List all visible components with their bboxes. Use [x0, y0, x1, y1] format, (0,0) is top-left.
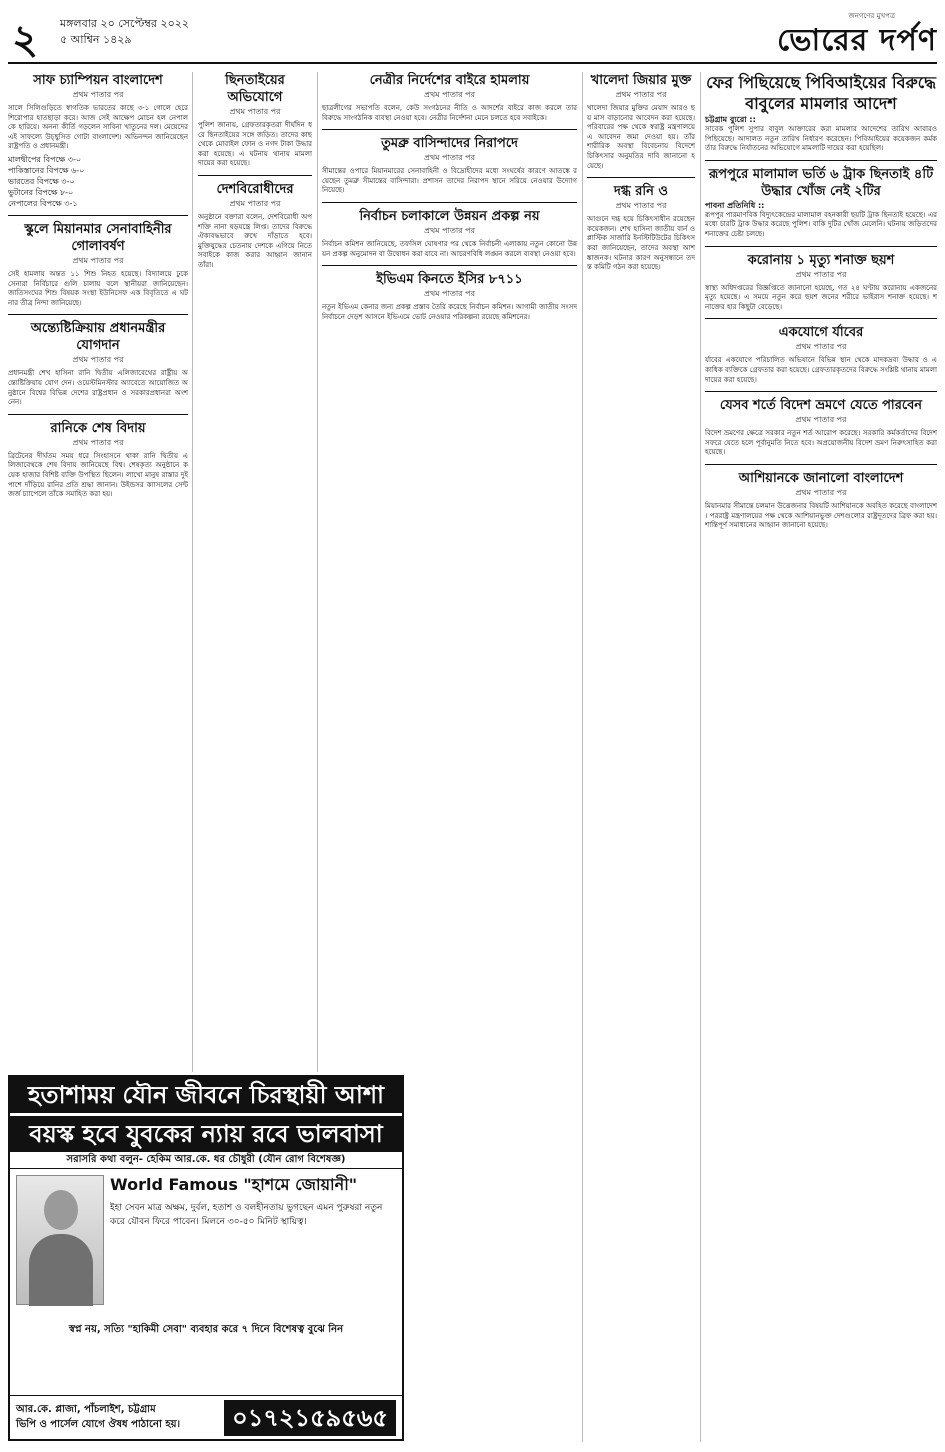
continued-label: প্রথম পাতার পর — [424, 289, 475, 299]
ad-body — [10, 1169, 402, 1319]
newspaper-logo: ভোরের দর্পণ — [777, 23, 937, 58]
date-gregorian: মঙ্গলবার ২০ সেপ্টেম্বর ২০২২ — [60, 17, 190, 30]
headline: নির্বাচন চলাকালে উন্নয়ন প্রকল্প নয় — [359, 208, 540, 224]
headline: আশিয়ানকে জানালো বাংলাদেশ — [738, 470, 904, 486]
continued-label: প্রথম পাতার পর — [795, 415, 847, 425]
column-divider — [582, 72, 583, 1442]
headline: যেসব শর্তে বিদেশ ভ্রমণে যেতে পারবেন — [719, 398, 923, 414]
column-4 — [587, 72, 695, 1442]
result-item: মালদ্বীপের বিপক্ষে ৩-০ — [8, 154, 82, 164]
column-1 — [8, 72, 188, 1072]
headline: একযোগে র্যাবের — [778, 325, 864, 341]
headline: দেশবিরোধীদের — [216, 181, 294, 197]
article-body: প্রধানমন্ত্রী শেখ হাসিনা রানি দ্বিতীয় এলিজাবেথের রাষ্ট্রীয় অন্ত্যেষ্টিক্রিয়ায় যোগ দেন। ওয়েস্টমিনস্টার অ্যাবেতে আয়োজিত অনুষ্ঠানে বিশ্বের বিভিন্ন দেশের রাষ্ট্রপ্রধান ও সরকারপ্রধানরা অংশ নেন। — [8, 369, 188, 407]
headline: ইভিএম কিনতে ইসির ৮৭১১ — [376, 272, 523, 288]
ad-courier: ভিপি ও পার্সেল যোগে ঔষধ পাঠানো হয়। — [16, 1419, 181, 1430]
article-body: সালে সিলিগুড়িতে স্বাগতিক ভারতের কাছে ৩-১ গোলে হেরে শিরোপার হাতছাড়া করে। আজ সেই আক্ষেপ মোচন হল নেপালকে হারিয়ে। অনন্য কীর্তি গড়লেন সাবিনা খাতুনের দল। মেয়েদের এই সাফল্যে উচ্ছ্বসিত গোটা বাংলাদেশ। অভিনন্দন জানিয়েছেন রাষ্ট্রপতি ও প্রধানমন্ত্রী। — [8, 104, 188, 151]
headline: ছিনতাইয়ের অভিযোগে — [225, 73, 285, 105]
date-block — [60, 16, 189, 48]
continued-label: প্রথম পাতার পর — [229, 198, 281, 208]
headline: রূপপুরে মালামাল ভর্তি ৬ ট্রাক ছিনতাই ৪টি উদ্ধার খোঁজ নেই ২টির — [708, 166, 934, 199]
continued-label: প্রথম পাতার পর — [795, 342, 847, 352]
masthead — [8, 6, 937, 64]
column-divider — [700, 72, 701, 1442]
headline: করোনায় ১ মৃত্যু শনাক্ত ছয়শ — [747, 252, 895, 268]
article-body: সাবেক পুলিশ সুপার বাবুল আক্তারের করা মামলার আদেশের তারিখ আবারও পিছিয়েছে। আদালত নতুন তারিখ নির্ধারণ করেছেন। পিবিআইয়ের কয়েকজন কর্মকর্তার বিরুদ্ধে নির্যাতনের অভিযোগে মামলাটি দায়ের করা হয়েছিল। — [705, 125, 937, 153]
continued-label: প্রথম পাতার পর — [72, 255, 124, 265]
headline: সাফ চ্যাম্পিয়ন বাংলাদেশ — [33, 73, 163, 88]
article-body: নতুন ইভিএম কেনার জন্য প্রকল্প প্রস্তাব তৈরি করেছে নির্বাচন কমিশন। আগামী জাতীয় সংসদ নির্বাচনে দেড়শ আসনে ইভিএমে ভোট নেওয়ার পরিকল্পনা রয়েছে কমিশনের। — [322, 303, 577, 321]
result-item: ভুটানের বিপক্ষে ৮-০ — [8, 187, 74, 197]
ad-promo: স্বপ্ন নয়, সত্যি "হাকিমী সেবা" ব্যবহার করে ৭ দিনে বিশেষত্ব বুঝে নিন — [68, 1324, 344, 1335]
headline: নেত্রীর নির্দেশের বাইরে হামলায় — [369, 73, 530, 88]
continued-label: প্রথম পাতার পর — [229, 107, 281, 116]
headline: তুমব্রু বাসিন্দাদের নিরাপদে — [381, 136, 518, 152]
brand-tagline: জনগণের মুখপত্র — [848, 12, 895, 20]
article-body: আগুনে দগ্ধ হয়ে চিকিৎসাধীন রয়েছেন কয়েকজন। শেখ হাসিনা জাতীয় বার্ন ও প্লাস্টিক সার্জারি ইনস্টিটিউটের চিকিৎসকরা জানিয়েছেন, তাদের অবস্থা আশঙ্কাজনক। ঘটনার কারণ অনুসন্ধানে তদন্ত কমিটি গঠন করা হয়েছে। — [587, 215, 695, 272]
ad-product-name: World Famous "হাশমে জোয়ানী" — [110, 1175, 358, 1194]
section-rule — [705, 160, 937, 161]
section-rule — [198, 175, 312, 176]
section-rule — [587, 177, 695, 178]
section-rule — [322, 129, 577, 130]
continued-label: প্রথম পাতার পর — [424, 225, 475, 235]
continued-label: প্রথম পাতার পর — [72, 90, 124, 99]
section-rule — [8, 314, 188, 315]
article-body: সেই হামলায় অন্তত ১১ শিশু নিহত হয়েছে। বিদ্যালয়ে ঢুকে সেনারা নির্বিচারে গুলি চালায় বলে স্থানীয়রা জানিয়েছেন। জাতিসংঘের শিশু বিষয়ক সংস্থা ইউনিসেফ এক বিবৃতিতে এ ঘটনার তীব্র নিন্দা জানিয়েছে। — [8, 269, 188, 307]
ad-contact-line: সরাসরি কথা বলুন- হেকিম আর.কে. ধর চৌধুরী (যৌন রোগ বিশেষজ্ঞ) — [10, 1152, 402, 1169]
article-body: অনুষ্ঠানে বক্তারা বলেন, দেশবিরোধী অপশক্তি নানা ষড়যন্ত্রে লিপ্ত। তাদের বিরুদ্ধে ঐক্যবদ্ধভাবে রুখে দাঁড়াতে হবে। মুক্তিযুদ্ধের চেতনায় দেশকে এগিয়ে নিতে সবাইকে কাজ করার আহ্বান জানান তাঁরা। — [198, 212, 312, 269]
article-body: নির্বাচন কমিশন জানিয়েছে, তফসিল ঘোষণার পর থেকে নির্বাচনী এলাকায় নতুন কোনো উন্নয়ন প্রকল্প অনুমোদন বা উদ্বোধন করা যাবে না। আচরণবিধি লঙ্ঘন করলে ব্যবস্থা নেওয়া হবে। — [322, 239, 577, 258]
ad-description: ইহা সেবন মাত্র অক্ষম, দুর্বল, হতাশ ও বলহীনতায় ভুগছেন এমন পুরুষরা নতুন করে যৌবন ফিরে পাবেন। মিলনে ৩০-৫০ মিনিট স্থায়িত্ব। — [110, 1203, 383, 1227]
result-item: ভারতের বিপক্ষে ৩-০ — [8, 176, 75, 186]
continued-label: প্রথম পাতার পর — [424, 153, 475, 163]
ad-phone-number[interactable]: ০১৭২১৫৯৫৬৫ — [224, 1400, 396, 1436]
section-rule — [705, 318, 937, 319]
column-2 — [198, 72, 312, 1072]
article-body: মিয়ানমার সীমান্তে চলমান উত্তেজনার বিষয়টি আশিয়ানকে অবহিত করেছে বাংলাদেশ। পররাষ্ট্র মন্ত্রণালয়ের পক্ষ থেকে আশিয়ানভুক্ত দেশগুলোর রাষ্ট্রদূতদের ব্রিফ করা হয়। শান্তিপূর্ণ সমাধানের আহ্বান জানানো হয়েছে। — [705, 501, 937, 530]
result-item: নেপালের বিপক্ষে ৩-১ — [8, 198, 78, 208]
article-body: রূপপুর পারমাণবিক বিদ্যুৎকেন্দ্রের মালামাল বহনকারী ছয়টি ট্রাক ছিনতাই হয়েছে। এর মধ্যে চারটি ট্রাক উদ্ধার করেছে পুলিশ। বাকি দুটির খোঁজ মেলেনি। ঘটনায় জড়িতদের শনাক্তের চেষ্টা চলছে। — [705, 210, 937, 238]
headline: খালেদা জিয়ার মুক্ত — [590, 73, 692, 88]
ad-footer — [10, 1395, 402, 1439]
headline: অন্ত্যেষ্টিক্রিয়ায় প্রধানমন্ত্রীর যোগদান — [30, 321, 166, 354]
lead-headline: ফের পিছিয়েছে পিবিআইয়ের বিরুদ্ধে বাবুলের মামলার আদেশ — [706, 73, 936, 113]
doctor-photo — [16, 1175, 104, 1305]
ad-headline-1: হতাশাময় যৌন জীবনে চিরস্থায়ী আশা — [10, 1077, 402, 1113]
article-body: পুলিশ জানায়, গ্রেফতারকৃতরা দীর্ঘদিন ধরে ছিনতাইয়ের সঙ্গে জড়িত। তাদের কাছ থেকে মোবাইল ফোন ও নগদ টাকা উদ্ধার করা হয়েছে। এ ঘটনায় থানায় মামলা দায়ের করা হয়েছে। — [198, 121, 312, 168]
article-body: ছাত্রলীগের সভাপতি বলেন, কেউ সংগঠনের নীতি ও আদর্শের বাইরে কাজ করলে তার বিরুদ্ধে সাংগঠনিক ব্যবস্থা নেওয়া হবে। নেত্রীর নির্দেশনা মেনে চলতে হবে সবাইকে। — [322, 104, 577, 122]
article-body: ব্রিটেনের দীর্ঘতম সময় ধরে সিংহাসনে থাকা রানি দ্বিতীয় এলিজাবেথকে শেষ বিদায় জানিয়েছে বিশ্ব। শেষকৃত্য অনুষ্ঠানে কয়েক হাজার বিশিষ্ট ব্যক্তি উপস্থিত ছিলেন। লাখো মানুষ রাস্তার দুই পাশে দাঁড়িয়ে রানির প্রতি শ্রদ্ধা জানান। উইন্ডসর ক্যাসলের সেন্ট জর্জ চ্যাপেলে তাঁকে সমাহিত করা হয়। — [8, 451, 188, 499]
result-item: পাকিস্তানের বিপক্ষে ৬-০ — [8, 165, 85, 175]
article-body: সীমান্তের ওপারে মিয়ানমারের সেনাবাহিনী ও বিদ্রোহীদের মধ্যে সংঘর্ষের কারণে আতঙ্কে রয়েছেন তুমব্রু সীমান্তের বাসিন্দারা। প্রশাসন তাদের নিরাপদ স্থানে সরিয়ে নেওয়ার উদ্যোগ নিয়েছে। — [322, 167, 577, 195]
section-rule — [322, 202, 577, 203]
column-divider — [192, 72, 193, 1072]
column-divider — [317, 72, 318, 1072]
headline: স্কুলে মিয়ানমার সেনাবাহিনীর গোলাবর্ষণ — [24, 221, 172, 254]
ad-address: আর.কে. প্লাজা, পাঁচলাইশ, চট্টগ্রাম — [16, 1404, 156, 1415]
headline: দগ্ধ রনি ও — [614, 184, 668, 200]
continued-label: প্রথম পাতার পর — [72, 437, 124, 447]
continued-label: প্রথম পাতার পর — [795, 487, 847, 497]
continued-label: প্রথম পাতার পর — [72, 355, 124, 365]
section-rule — [705, 391, 937, 392]
advertisement[interactable] — [8, 1075, 404, 1441]
column-5 — [705, 72, 937, 1442]
section-rule — [8, 414, 188, 415]
page-number: ২ — [12, 16, 39, 63]
section-rule — [322, 265, 577, 266]
headline: রানিকে শেষ বিদায় — [50, 420, 146, 436]
dateline: চট্টগ্রাম ব্যুরো :: — [705, 115, 756, 124]
article-body: স্বাস্থ্য অধিদপ্তরের বিজ্ঞপ্তিতে জানানো হয়েছে, গত ২৪ ঘণ্টায় করোনায় একজনের মৃত্যু হয়েছে। এ সময়ে নতুন করে ছয়শ জনের শরীরে ভাইরাস শনাক্ত হয়েছে। শনাক্তের হার কিছুটা বেড়েছে। — [705, 283, 937, 311]
section-rule — [8, 215, 188, 216]
section-rule — [705, 464, 937, 465]
article-body: খালেদা জিয়ার মুক্তির মেয়াদ আরও ছয় মাস বাড়ানোর আবেদন করা হয়েছে। পরিবারের পক্ষ থেকে স্বরাষ্ট্র মন্ত্রণালয়ে এ আবেদন জমা দেওয়া হয়। তাঁর শারীরিক অবস্থা বিবেচনায় বিদেশে চিকিৎসার অনুমতির দাবি জানানো হয়েছে। — [587, 104, 695, 170]
article-body: বিদেশ ভ্রমণের ক্ষেত্রে সরকার নতুন শর্ত আরোপ করেছে। সরকারি কর্মকর্তাদের বিদেশ সফরে যেতে হলে পূর্বানুমতি নিতে হবে। অপ্রয়োজনীয় বিদেশ ভ্রমণ নিরুৎসাহিত করা হয়েছে। — [705, 429, 937, 457]
continued-label: প্রথম পাতার পর — [795, 269, 847, 279]
continued-label: প্রথম পাতার পর — [615, 201, 667, 211]
match-results — [8, 154, 188, 209]
dateline: পাবনা প্রতিনিধি :: — [705, 200, 765, 210]
ad-address-block — [16, 1402, 180, 1432]
continued-label: প্রথম পাতার পর — [615, 90, 667, 99]
article-body: র্যাবের একযোগে পরিচালিত অভিযানে বিভিন্ন স্থান থেকে মাদকদ্রব্য উদ্ধার ও একাধিক ব্যক্তিকে গ্রেফতার করা হয়েছে। গ্রেফতারকৃতদের বিরুদ্ধে সংশ্লিষ্ট থানায় মামলা দায়ের করা হয়েছে। — [705, 356, 937, 384]
continued-label: প্রথম পাতার পর — [424, 90, 475, 99]
date-bangla: ৫ আশ্বিন ১৪২৯ — [60, 33, 132, 46]
section-rule — [705, 246, 937, 247]
ad-headline-2: বয়স্ক হবে যুবকের ন্যায় রবে ভালবাসা — [10, 1116, 402, 1152]
